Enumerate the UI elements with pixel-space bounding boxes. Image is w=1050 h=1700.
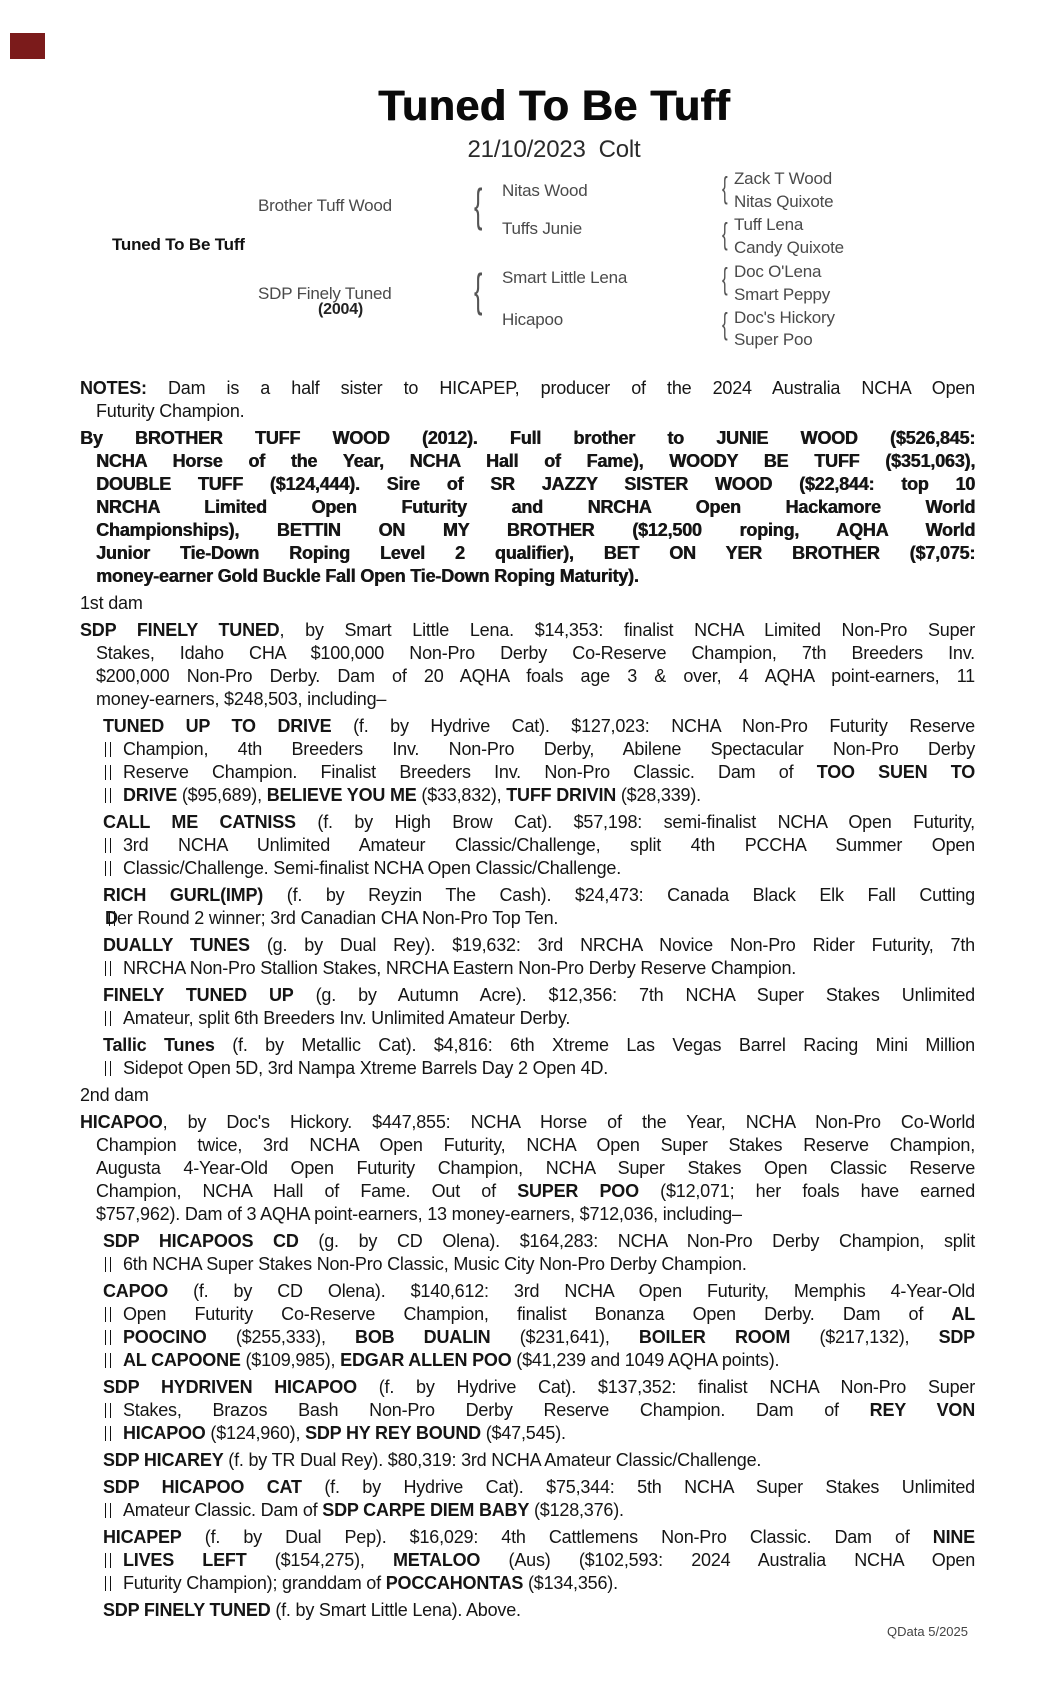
- text-line: Amateur Classic. Dam of SDP CARPE DIEM BABY ($128,376).: [80, 1499, 975, 1522]
- text-line: NRCHA Limited Open Futurity and NRCHA Open Hackamore World: [96, 497, 975, 517]
- offspring-entry: [80, 715, 975, 807]
- text-line: Stakes, Brazos Bash Non-Pro Derby Reserve Champion. Dam of REY VON: [80, 1399, 975, 1422]
- brace-icon: {: [722, 261, 728, 296]
- pedigree-gen4-name: Super Poo: [734, 330, 813, 349]
- text-line: 6th NCHA Super Stakes Non-Pro Classic, Music City Non-Pro Derby Champion.: [80, 1253, 975, 1276]
- text-line: SDP HYDRIVEN HICAPOO (f. by Hydrive Cat). $137,352: finalist NCHA Non-Pro Super: [103, 1377, 975, 1397]
- offspring-entry: [80, 1476, 975, 1522]
- brace-icon: {: [722, 306, 728, 341]
- continuation-bar-icon: [105, 742, 111, 757]
- hip-number-marker: [10, 33, 45, 59]
- pedigree-gen4-name: Doc O'Lena: [734, 262, 822, 281]
- pedigree-dam-dam: Hicapoo: [502, 310, 563, 329]
- text-line: money-earner Gold Buckle Fall Open Tie-Down Roping Maturity).: [96, 566, 639, 586]
- first-dam-heading: [80, 592, 975, 615]
- text-line: 1st dam: [80, 593, 143, 613]
- text-line: CAPOO (f. by CD Olena). $140,612: 3rd NCHA Open Futurity, Memphis 4-Year-Old: [103, 1281, 975, 1301]
- offspring-entry: [80, 1526, 975, 1595]
- text-line: Reserve Champion. Finalist Breeders Inv. Non-Pro Classic. Dam of TOO SUEN TO: [80, 761, 975, 784]
- continuation-bar-icon: [105, 788, 111, 803]
- offspring-entry: [80, 884, 975, 930]
- brace-icon: {: [722, 216, 728, 251]
- text-line: NOTES: Dam is a half sister to HICAPEP, producer of the 2024 Australia NCHA Open: [80, 378, 975, 398]
- text-line: Classic/Challenge. Semi-finalist NCHA Open Classic/Challenge.: [80, 857, 975, 880]
- text-line: SDP HICAREY (f. by TR Dual Rey). $80,319: 3rd NCHA Amateur Classic/Challenge.: [103, 1450, 762, 1470]
- text-line: FINELY TUNED UP (g. by Autumn Acre). $12,356: 7th NCHA Super Stakes Unlimited: [103, 985, 975, 1005]
- brace-icon: {: [722, 170, 728, 205]
- pedigree-gen4-name: Nitas Quixote: [734, 192, 834, 211]
- horse-name-title: Tuned To Be Tuff: [378, 82, 730, 130]
- body-text: [80, 377, 975, 1622]
- foal-date-sex: 21/10/2023 Colt: [467, 136, 641, 163]
- continuation-bar-icon: [105, 861, 111, 876]
- text-line: 3rd NCHA Unlimited Amateur Classic/Challenge, split 4th PCCHA Summer Open: [80, 834, 975, 857]
- brace-icon: {: [474, 264, 483, 316]
- pedigree-dam-year: (2004): [318, 301, 364, 318]
- text-line: HICAPOO, by Doc's Hickory. $447,855: NCHA Horse of the Year, NCHA Non-Pro Co-World: [80, 1112, 975, 1132]
- offspring-entry: [80, 811, 975, 880]
- text-line: NRCHA Non-Pro Stallion Stakes, NRCHA Eastern Non-Pro Derby Reserve Champion.: [80, 957, 975, 980]
- pedigree-dam-sire: Smart Little Lena: [502, 268, 628, 287]
- pedigree-gen4-name: Smart Peppy: [734, 285, 831, 304]
- text-line: HICAPOO ($124,960), SDP HY REY BOUND ($47,545).: [80, 1422, 975, 1445]
- pedigree-dam-name: SDP Finely Tuned: [258, 284, 392, 303]
- text-line: Open Futurity Co-Reserve Champion, finalist Bonanza Open Derby. Dam of AL: [80, 1303, 975, 1326]
- offspring-entry: [80, 1280, 975, 1372]
- continuation-bar-icon: [105, 1553, 111, 1568]
- offspring-entry: [80, 1230, 975, 1276]
- text-line: $757,962). Dam of 3 AQHA point-earners, 13 money-earners, $712,036, including–: [96, 1204, 742, 1224]
- text-line: Junior Tie-Down Roping Level 2 qualifier), BET ON YER BROTHER ($7,075:: [96, 543, 975, 563]
- text-line: DRIVE ($95,689), BELIEVE YOU ME ($33,832), TUFF DRIVIN ($28,339).: [80, 784, 975, 807]
- continuation-bar-icon: [105, 1061, 111, 1076]
- second-dam-heading: [80, 1084, 975, 1107]
- offspring-entry: [80, 1034, 975, 1080]
- text-line: Futurity Champion.: [96, 401, 245, 421]
- text-line: LIVES LEFT ($154,275), METALOO (Aus) ($102,593: 2024 Australia NCHA Open: [80, 1549, 975, 1572]
- offspring-entry: [80, 1449, 975, 1472]
- text-line: Champion twice, 3rd NCHA Open Futurity, NCHA Open Super Stakes Reserve Champion,: [96, 1135, 975, 1155]
- pedigree-gen4-name: Doc's Hickory: [734, 308, 835, 327]
- footer-credit: QData 5/2025: [887, 1624, 968, 1639]
- offspring-entry: [80, 934, 975, 980]
- text-line: Stakes, Idaho CHA $100,000 Non-Pro Derby Co-Reserve Champion, 7th Breeders Inv.: [96, 643, 975, 663]
- text-line: $200,000 Non-Pro Derby. Dam of 20 AQHA foals age 3 & over, 4 AQHA point-earners, 11: [96, 666, 975, 686]
- text-line: 2nd dam: [80, 1085, 149, 1105]
- text-line: Amateur, split 6th Breeders Inv. Unlimited Amateur Derby.: [80, 1007, 975, 1030]
- continuation-bar-icon: [105, 1503, 111, 1518]
- text-line: Sidepot Open 5D, 3rd Nampa Xtreme Barrels Day 2 Open 4D.: [80, 1057, 975, 1080]
- notes-paragraph: [80, 377, 975, 423]
- offspring-entry: [80, 1376, 975, 1445]
- text-line: HICAPEP (f. by Dual Pep). $16,029: 4th Cattlemens Non-Pro Classic. Dam of NINE: [103, 1527, 975, 1547]
- continuation-bar-icon: [105, 1257, 111, 1272]
- pedigree-sire-name: Brother Tuff Wood: [258, 196, 392, 215]
- text-line: SDP FINELY TUNED (f. by Smart Little Lena). Above.: [103, 1600, 521, 1620]
- pedigree-sire-sire: Nitas Wood: [502, 181, 588, 200]
- offspring-entry: [80, 984, 975, 1030]
- text-line: SDP HICAPOO CAT (f. by Hydrive Cat). $75,344: 5th NCHA Super Stakes Unlimited: [103, 1477, 975, 1497]
- continuation-bar-icon: [105, 1011, 111, 1026]
- text-line: Championships), BETTIN ON MY BROTHER ($12,500 roping, AQHA World: [96, 520, 975, 540]
- text-line: DOUBLE TUFF ($124,444). Sire of SR JAZZY SISTER WOOD ($22,844: top 10: [96, 474, 975, 494]
- pedigree-gen1-name: Tuned To Be Tuff: [112, 235, 245, 254]
- continuation-bar-icon: [105, 838, 111, 853]
- text-line: CALL ME CATNISS (f. by High Brow Cat). $57,198: semi-finalist NCHA Open Futurity,: [103, 812, 975, 832]
- pedigree-gen4-name: Zack T Wood: [734, 169, 832, 188]
- dam-paragraph: [80, 1111, 975, 1226]
- continuation-bar-icon: [105, 1330, 111, 1345]
- text-line: D er Round 2 winner; 3rd Canadian CHA Non-Pro Top Ten.: [105, 908, 559, 928]
- text-line: Tallic Tunes (f. by Metallic Cat). $4,816: 6th Xtreme Las Vegas Barrel Racing Mini Million: [103, 1035, 975, 1055]
- pedigree-gen4-name: Candy Quixote: [734, 238, 844, 257]
- text-line: NCHA Horse of the Year, NCHA Hall of Fame), WOODY BE TUFF ($351,063),: [96, 451, 975, 471]
- text-line: Futurity Champion); granddam of POCCAHONTAS ($134,356).: [80, 1572, 975, 1595]
- text-line: money-earners, $248,503, including–: [96, 689, 387, 709]
- text-line: RICH GURL(IMP) (f. by Reyzin The Cash). $24,473: Canada Black Elk Fall Cutting: [103, 885, 975, 905]
- pedigree-sire-dam: Tuffs Junie: [502, 219, 583, 238]
- continuation-bar-icon: [105, 961, 111, 976]
- text-line: AL CAPOONE ($109,985), EDGAR ALLEN POO ($41,239 and 1049 AQHA points).: [80, 1349, 975, 1372]
- text-line: POOCINO ($255,333), BOB DUALIN ($231,641), BOILER ROOM ($217,132), SDP: [80, 1326, 975, 1349]
- continuation-bar-icon: [105, 1307, 111, 1322]
- continuation-bar-icon: [105, 1403, 111, 1418]
- pedigree-gen4-name: Tuff Lena: [734, 215, 804, 234]
- sire-summary-paragraph: [80, 427, 975, 588]
- continuation-bar-icon: [105, 765, 111, 780]
- continuation-bar-icon: [105, 1576, 111, 1591]
- offspring-entry: [80, 1599, 975, 1622]
- text-line: DUALLY TUNES (g. by Dual Rey). $19,632: 3rd NRCHA Novice Non-Pro Rider Futurity, 7th: [103, 935, 975, 955]
- continuation-bar-icon: [105, 1426, 111, 1441]
- text-line: SDP FINELY TUNED, by Smart Little Lena. $14,353: finalist NCHA Limited Non-Pro Super: [80, 620, 975, 640]
- dam-paragraph: [80, 619, 975, 711]
- text-line: SDP HICAPOOS CD (g. by CD Olena). $164,283: NCHA Non-Pro Derby Champion, split: [103, 1231, 975, 1251]
- brace-icon: {: [474, 179, 483, 231]
- text-line: TUNED UP TO DRIVE (f. by Hydrive Cat). $127,023: NCHA Non-Pro Futurity Reserve: [103, 716, 975, 736]
- text-line: Champion, NCHA Hall of Fame. Out of SUPER POO ($12,071; her foals have earned: [96, 1181, 975, 1201]
- text-line: Augusta 4-Year-Old Open Futurity Champion, NCHA Super Stakes Open Classic Reserve: [96, 1158, 975, 1178]
- text-line: By BROTHER TUFF WOOD (2012). Full brother to JUNIE WOOD ($526,845:: [80, 428, 975, 448]
- continuation-bar-icon: D: [105, 908, 118, 928]
- text-line: Champion, 4th Breeders Inv. Non-Pro Derby, Abilene Spectacular Non-Pro Derby: [80, 738, 975, 761]
- continuation-bar-icon: [105, 1353, 111, 1368]
